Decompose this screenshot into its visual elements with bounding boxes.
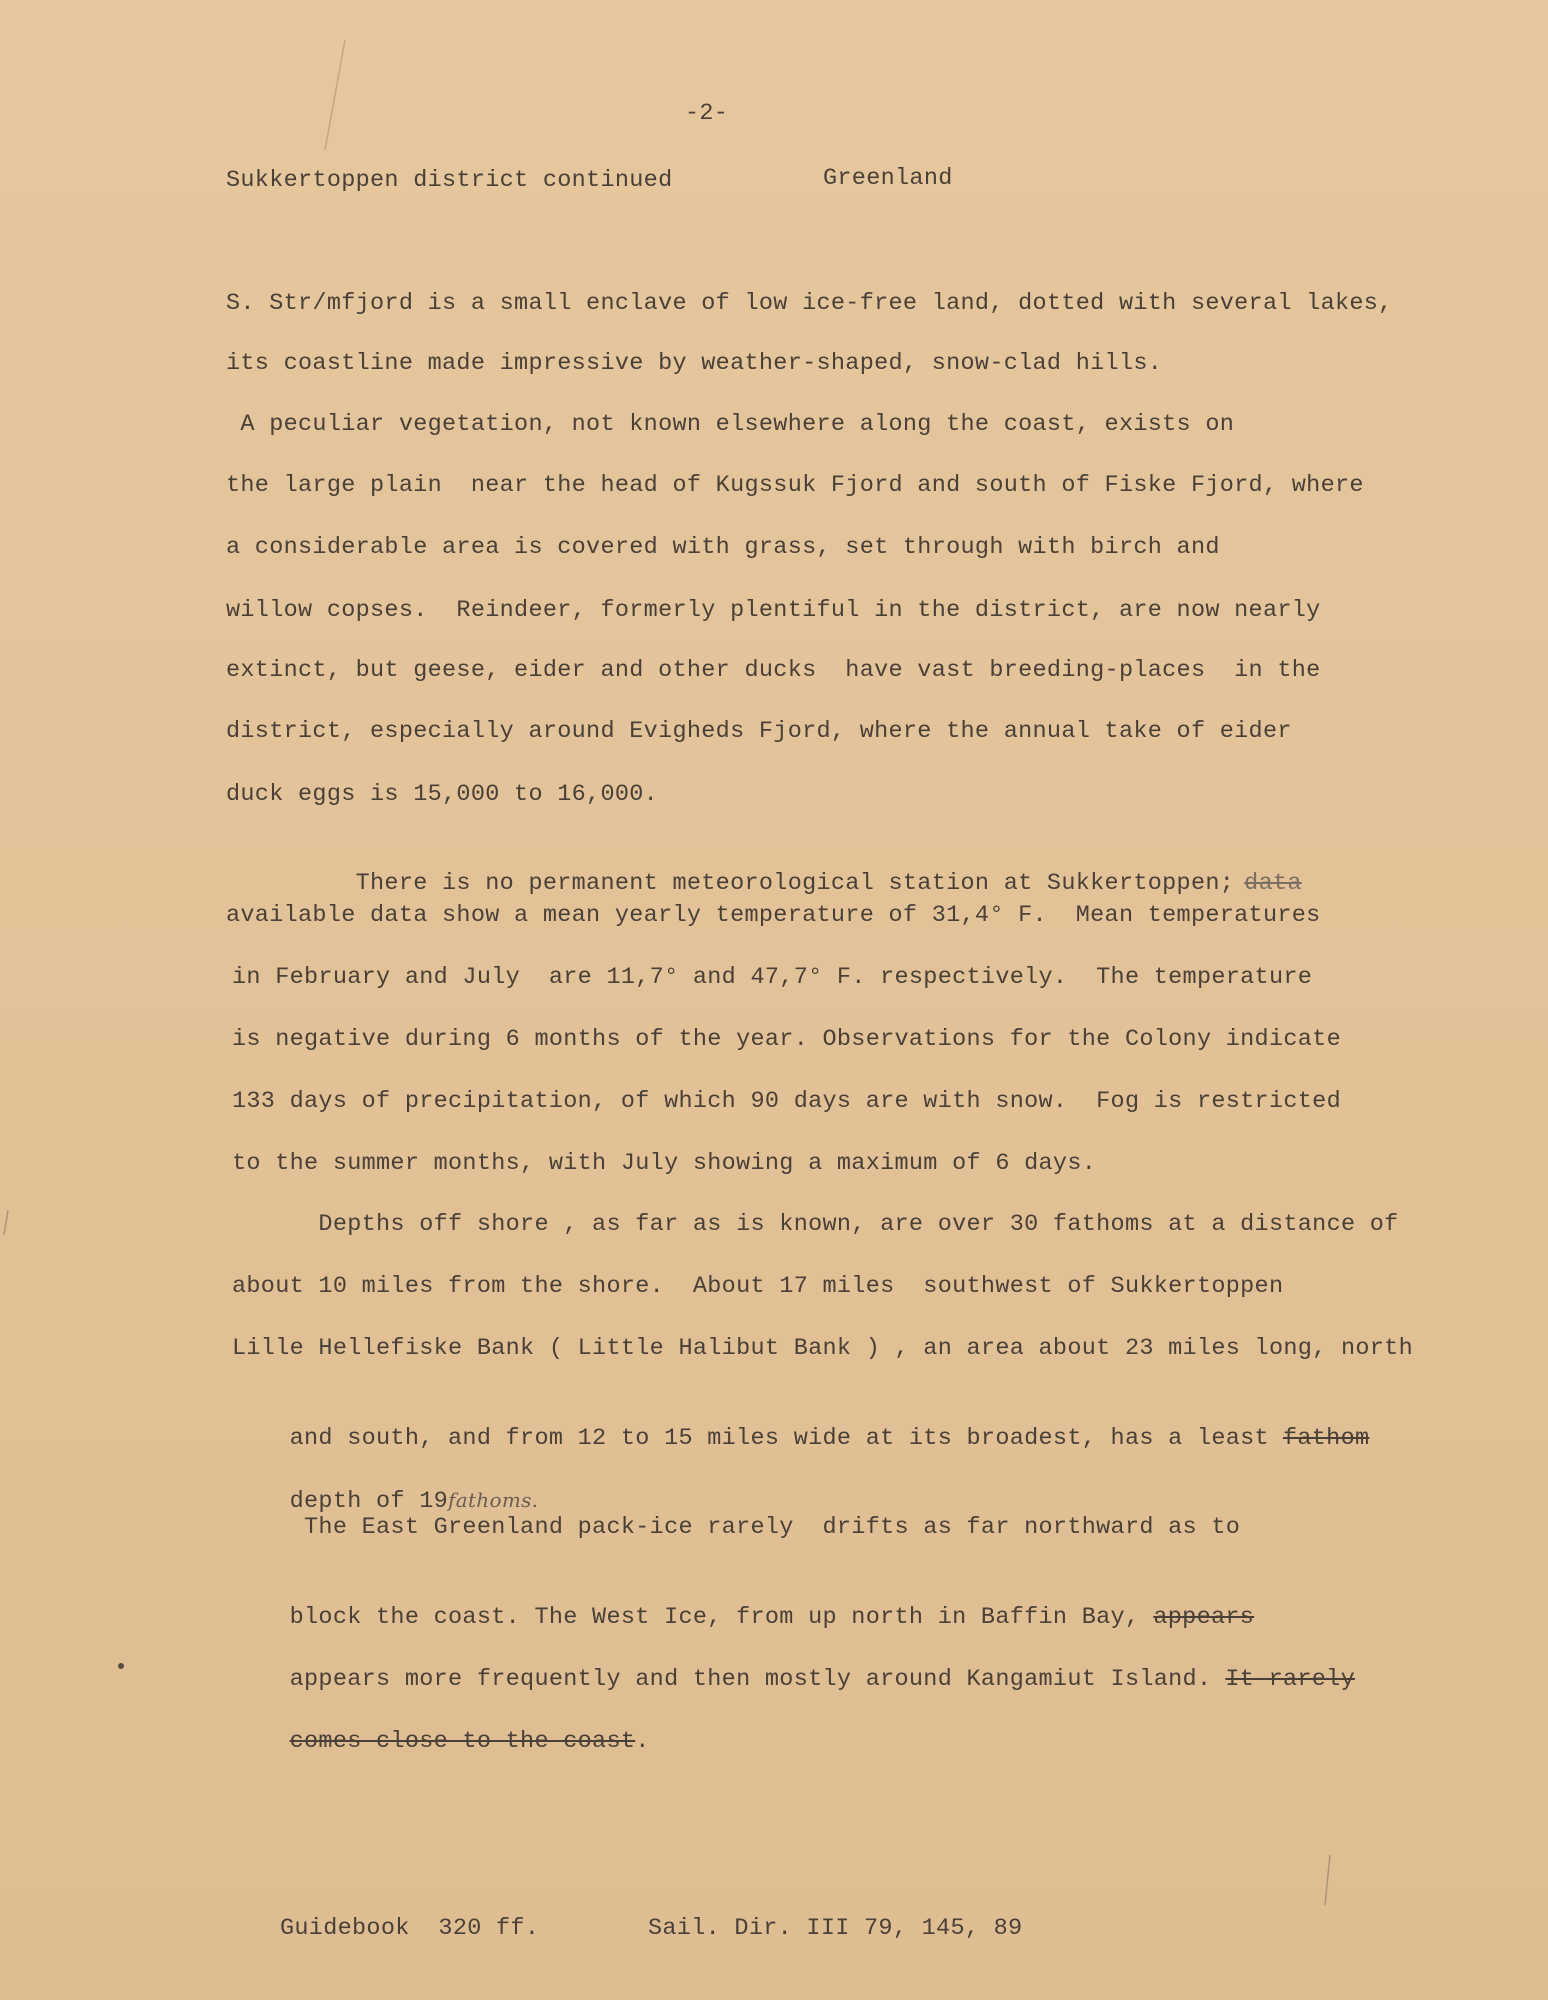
page-number: -2- xyxy=(685,100,729,127)
body-line-18: Lille Hellefiske Bank ( Little Halibut Bank ) , an area about 23 miles long, north xyxy=(232,1335,1413,1362)
ink-dot xyxy=(118,1663,124,1669)
body-line-15: to the summer months, with July showing a maximum of 6 days. xyxy=(232,1150,1097,1177)
body-line-11: available data show a mean yearly temperature of 31,4° F. Mean temperatures xyxy=(226,902,1321,929)
body-line-23-text: appears more frequently and then mostly around Kangamiut Island. xyxy=(289,1666,1212,1693)
body-line-1: S. Str/mfjord is a small enclave of low ice-free land, dotted with several lakes, xyxy=(226,290,1393,317)
body-line-17: about 10 miles from the shore. About 17 miles southwest of Sukkertoppen xyxy=(232,1273,1284,1300)
body-line-2: its coastline made impressive by weather-shaped, snow-clad hills. xyxy=(226,350,1163,377)
handwritten-fathoms: fathoms. xyxy=(448,1488,539,1512)
body-line-13: is negative during 6 months of the year. Observations for the Colony indicate xyxy=(232,1026,1341,1053)
header-district: Sukkertoppen district continued xyxy=(226,167,673,194)
struck-it-rarely: It rarely xyxy=(1225,1666,1355,1693)
struck-data: data xyxy=(1244,870,1302,897)
pencil-mark-left xyxy=(4,1210,8,1235)
footer-sailing-directions-ref: Sail. Dir. III 79, 145, 89 xyxy=(648,1915,1023,1942)
pencil-mark-top xyxy=(325,40,345,150)
body-line-6: willow copses. Reindeer, formerly plentiful in the district, are now nearly xyxy=(226,597,1321,624)
body-line-19-text: and south, and from 12 to 15 miles wide at its broadest, has a least xyxy=(289,1425,1269,1452)
body-line-3: A peculiar vegetation, not known elsewhere along the coast, exists on xyxy=(226,411,1235,438)
body-line-5: a considerable area is covered with grass, set through with birch and xyxy=(226,534,1220,561)
struck-fathom: fathom xyxy=(1282,1425,1370,1452)
body-line-7: extinct, but geese, eider and other ducks have vast breeding-places in the xyxy=(226,657,1321,684)
body-line-22-text: block the coast. The West Ice, from up north in Baffin Bay, xyxy=(289,1604,1140,1631)
body-line-24 xyxy=(232,1700,650,1784)
body-line-20-text: depth of 19 xyxy=(289,1488,449,1515)
body-line-12: in February and July are 11,7° and 47,7° F. respectively. The temperature xyxy=(232,964,1313,991)
body-line-9: duck eggs is 15,000 to 16,000. xyxy=(226,781,659,808)
body-line-24-text: . xyxy=(635,1728,650,1755)
pencil-mark-bottom xyxy=(1325,1855,1330,1905)
struck-appears: appears xyxy=(1153,1604,1255,1631)
body-line-21: The East Greenland pack-ice rarely drifts as far northward as to xyxy=(232,1514,1241,1541)
struck-comes-close: comes close to the coast xyxy=(289,1728,636,1755)
footer-guidebook-ref: Guidebook 320 ff. xyxy=(280,1915,540,1942)
header-region: Greenland xyxy=(823,165,953,192)
body-line-10-text: There is no permanent meteorological station at Sukkertoppen; xyxy=(283,870,1235,897)
body-line-16: Depths off shore , as far as is known, are over 30 fathoms at a distance of xyxy=(232,1211,1399,1238)
body-line-8: district, especially around Evigheds Fjord, where the annual take of eider xyxy=(226,718,1292,745)
body-line-4: the large plain near the head of Kugssuk Fjord and south of Fiske Fjord, where xyxy=(226,472,1364,499)
body-line-14: 133 days of precipitation, of which 90 days are with snow. Fog is restricted xyxy=(232,1088,1341,1115)
